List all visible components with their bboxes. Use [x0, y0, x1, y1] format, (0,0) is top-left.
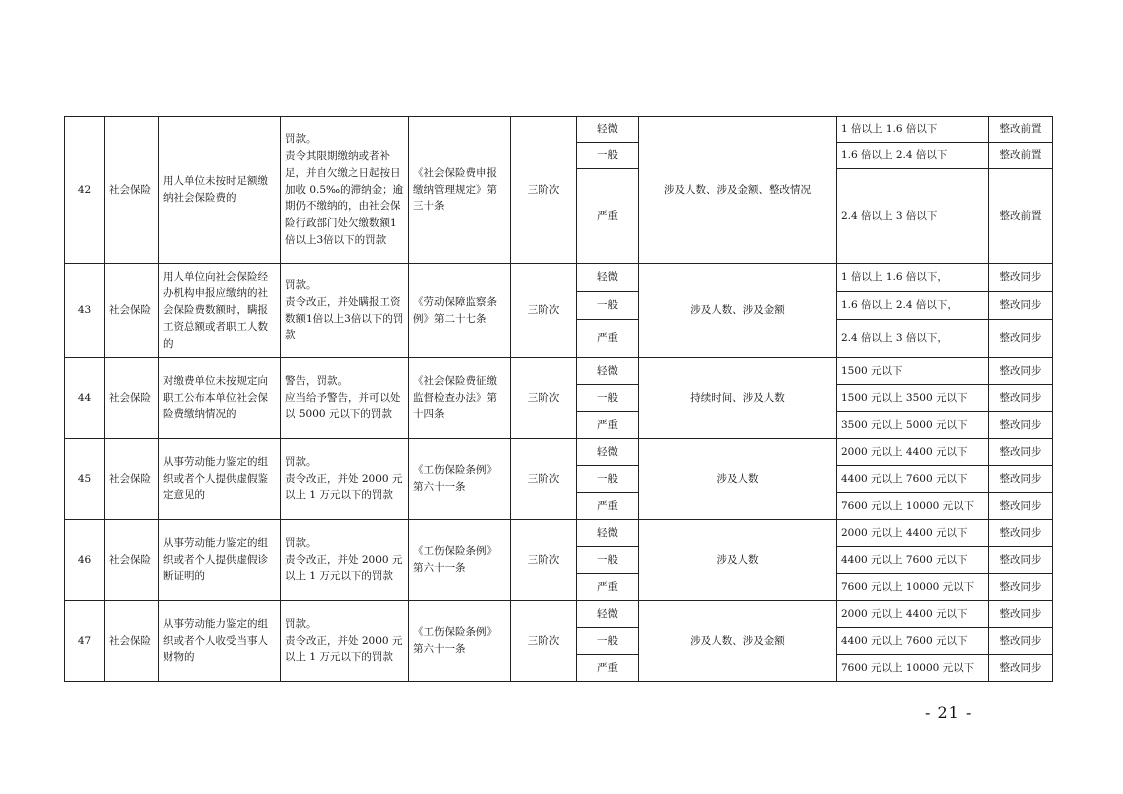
page-number: - 21 -: [925, 703, 973, 722]
severity-level-cell: 一般: [577, 547, 639, 574]
factors-cell: 涉及人数、涉及金额: [639, 264, 837, 358]
rectification-mode-cell: 整改同步: [989, 264, 1053, 292]
factors-cell: 涉及人数、涉及金额: [639, 601, 837, 682]
item-number-cell: 45: [65, 439, 105, 520]
rectification-mode-cell: 整改同步: [989, 574, 1053, 601]
stage-count-cell: 三阶次: [511, 439, 577, 520]
legal-basis-cell: 《社会保险费申报缴纳管理规定》第三十条: [409, 117, 511, 264]
table-row: [65, 439, 1053, 466]
rectification-mode-cell: 整改同步: [989, 412, 1053, 439]
penalty-cell: 罚款。 责令其限期缴纳或者补足，并自欠缴之日起按日加收 0.5‰的滞纳金；逾期仍不缴纳的，由社会保险行政部门处欠缴数额1倍以上3倍以下的罚款: [281, 117, 409, 264]
penalty-discretion-table: [64, 116, 1053, 682]
violation-cell: 从事劳动能力鉴定的组织或者个人提供虚假诊断证明的: [159, 520, 281, 601]
rectification-mode-cell: 整改同步: [989, 628, 1053, 655]
item-number-cell: 44: [65, 358, 105, 439]
rectification-mode-cell: 整改同步: [989, 385, 1053, 412]
severity-level-cell: 严重: [577, 320, 639, 358]
rectification-mode-cell: 整改同步: [989, 292, 1053, 320]
table-body: [65, 117, 1053, 682]
category-cell: 社会保险: [105, 264, 159, 358]
rectification-mode-cell: 整改前置: [989, 169, 1053, 264]
rectification-mode-cell: 整改同步: [989, 601, 1053, 628]
legal-basis-cell: 《劳动保障监察条例》第二十七条: [409, 264, 511, 358]
severity-level-cell: 轻微: [577, 601, 639, 628]
category-cell: 社会保险: [105, 601, 159, 682]
penalty-range-cell: 7600 元以上 10000 元以下: [837, 655, 989, 682]
penalty-cell: 罚款。 责令改正，并处 2000 元以上 1 万元以下的罚款: [281, 520, 409, 601]
penalty-cell: 罚款。 责令改正，并处 2000 元以上 1 万元以下的罚款: [281, 439, 409, 520]
severity-level-cell: 一般: [577, 143, 639, 169]
severity-level-cell: 轻微: [577, 520, 639, 547]
rectification-mode-cell: 整改前置: [989, 117, 1053, 143]
rectification-mode-cell: 整改同步: [989, 320, 1053, 358]
stage-count-cell: 三阶次: [511, 117, 577, 264]
item-number-cell: 47: [65, 601, 105, 682]
violation-cell: 对缴费单位未按规定向职工公布本单位社会保险费缴纳情况的: [159, 358, 281, 439]
severity-level-cell: 轻微: [577, 264, 639, 292]
severity-level-cell: 一般: [577, 385, 639, 412]
penalty-range-cell: 3500 元以上 5000 元以下: [837, 412, 989, 439]
severity-level-cell: 一般: [577, 628, 639, 655]
severity-level-cell: 严重: [577, 493, 639, 520]
category-cell: 社会保险: [105, 439, 159, 520]
factors-cell: 涉及人数、涉及金额、整改情况: [639, 117, 837, 264]
penalty-range-cell: 2000 元以上 4400 元以下: [837, 601, 989, 628]
violation-cell: 从事劳动能力鉴定的组织或者个人收受当事人财物的: [159, 601, 281, 682]
rectification-mode-cell: 整改同步: [989, 547, 1053, 574]
penalty-range-cell: 4400 元以上 7600 元以下: [837, 466, 989, 493]
rectification-mode-cell: 整改同步: [989, 439, 1053, 466]
rectification-mode-cell: 整改同步: [989, 655, 1053, 682]
table-row: [65, 601, 1053, 628]
legal-basis-cell: 《社会保险费征缴监督检查办法》第十四条: [409, 358, 511, 439]
factors-cell: 涉及人数: [639, 439, 837, 520]
penalty-cell: 罚款。 责令改正，并处 2000 元以上 1 万元以下的罚款: [281, 601, 409, 682]
severity-level-cell: 轻微: [577, 358, 639, 385]
penalty-range-cell: 4400 元以上 7600 元以下: [837, 628, 989, 655]
item-number-cell: 42: [65, 117, 105, 264]
penalty-cell: 罚款。 责令改正，并处瞒报工资数额1倍以上3倍以下的罚款: [281, 264, 409, 358]
severity-level-cell: 一般: [577, 466, 639, 493]
penalty-range-cell: 7600 元以上 10000 元以下: [837, 574, 989, 601]
legal-basis-cell: 《工伤保险条例》第六十一条: [409, 520, 511, 601]
severity-level-cell: 轻微: [577, 439, 639, 466]
violation-cell: 从事劳动能力鉴定的组织或者个人提供虚假鉴定意见的: [159, 439, 281, 520]
penalty-range-cell: 7600 元以上 10000 元以下: [837, 493, 989, 520]
penalty-range-cell: 4400 元以上 7600 元以下: [837, 547, 989, 574]
penalty-range-cell: 2000 元以上 4400 元以下: [837, 520, 989, 547]
table-row: [65, 520, 1053, 547]
severity-level-cell: 严重: [577, 412, 639, 439]
violation-cell: 用人单位向社会保险经办机构申报应缴纳的社会保险费数额时，瞒报工资总额或者职工人数的: [159, 264, 281, 358]
penalty-range-cell: 1500 元以下: [837, 358, 989, 385]
penalty-range-cell: 1 倍以上 1.6 倍以下，: [837, 264, 989, 292]
table-row: [65, 358, 1053, 385]
penalty-range-cell: 2.4 倍以上 3 倍以下，: [837, 320, 989, 358]
stage-count-cell: 三阶次: [511, 520, 577, 601]
penalty-range-cell: 1 倍以上 1.6 倍以下: [837, 117, 989, 143]
rectification-mode-cell: 整改同步: [989, 493, 1053, 520]
item-number-cell: 43: [65, 264, 105, 358]
rectification-mode-cell: 整改前置: [989, 143, 1053, 169]
penalty-range-cell: 1.6 倍以上 2.4 倍以下，: [837, 292, 989, 320]
severity-level-cell: 一般: [577, 292, 639, 320]
stage-count-cell: 三阶次: [511, 264, 577, 358]
penalty-cell: 警告，罚款。 应当给予警告，并可以处以 5000 元以下的罚款: [281, 358, 409, 439]
legal-basis-cell: 《工伤保险条例》第六十一条: [409, 439, 511, 520]
factors-cell: 涉及人数: [639, 520, 837, 601]
rectification-mode-cell: 整改同步: [989, 466, 1053, 493]
table-row: [65, 117, 1053, 143]
factors-cell: 持续时间、涉及人数: [639, 358, 837, 439]
legal-basis-cell: 《工伤保险条例》第六十一条: [409, 601, 511, 682]
penalty-range-cell: 1.6 倍以上 2.4 倍以下: [837, 143, 989, 169]
category-cell: 社会保险: [105, 520, 159, 601]
rectification-mode-cell: 整改同步: [989, 520, 1053, 547]
category-cell: 社会保险: [105, 358, 159, 439]
severity-level-cell: 严重: [577, 574, 639, 601]
table-row: [65, 264, 1053, 292]
stage-count-cell: 三阶次: [511, 358, 577, 439]
penalty-range-cell: 1500 元以上 3500 元以下: [837, 385, 989, 412]
category-cell: 社会保险: [105, 117, 159, 264]
penalty-range-cell: 2.4 倍以上 3 倍以下: [837, 169, 989, 264]
stage-count-cell: 三阶次: [511, 601, 577, 682]
penalty-range-cell: 2000 元以上 4400 元以下: [837, 439, 989, 466]
severity-level-cell: 严重: [577, 655, 639, 682]
severity-level-cell: 轻微: [577, 117, 639, 143]
item-number-cell: 46: [65, 520, 105, 601]
violation-cell: 用人单位未按时足额缴纳社会保险费的: [159, 117, 281, 264]
severity-level-cell: 严重: [577, 169, 639, 264]
rectification-mode-cell: 整改同步: [989, 358, 1053, 385]
